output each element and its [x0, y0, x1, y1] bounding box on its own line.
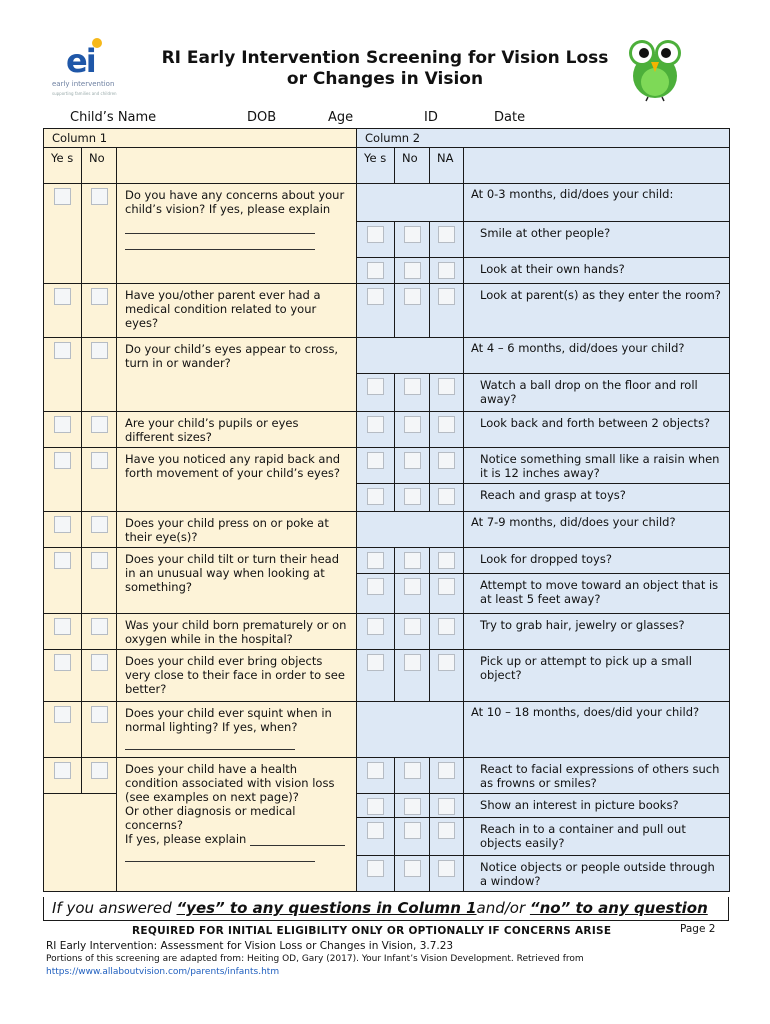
column-1-header: Column 1: [44, 129, 357, 148]
required-note: REQUIRED FOR INITIAL ELIGIBILITY ONLY OR OPTIONALLY IF CONCERNS ARISE: [132, 925, 612, 937]
q5-no-checkbox[interactable]: [91, 452, 108, 469]
c2-r10-yes-checkbox[interactable]: [367, 618, 384, 635]
q12-text: Or other diagnosis or medical concerns?: [125, 804, 296, 832]
q9-yes-checkbox[interactable]: [54, 654, 71, 671]
c2-r13-na-checkbox[interactable]: [438, 798, 455, 815]
c2-r2-no-checkbox[interactable]: [404, 262, 421, 279]
c2-r15-text: Notice objects or people outside through a window?: [464, 856, 730, 892]
page-number: Page 2: [680, 923, 716, 935]
q8-text: Was your child born prematurely or on oxygen while in the hospital?: [117, 614, 357, 650]
c2-r11-text: Pick up or attempt to pick up a small object?: [464, 650, 730, 702]
c2-r8-yes-checkbox[interactable]: [367, 552, 384, 569]
q6-yes-checkbox[interactable]: [54, 516, 71, 533]
q7-no-checkbox[interactable]: [91, 552, 108, 569]
q10-no-checkbox[interactable]: [91, 706, 108, 723]
col1-question-header: [117, 148, 357, 184]
age-label: Age: [328, 110, 354, 125]
c2-r15-no-checkbox[interactable]: [404, 860, 421, 877]
q2-text: Have you/other parent ever had a medical condition related to your eyes?: [117, 284, 357, 338]
col2-na-header: NA: [430, 148, 464, 184]
banner-mid: and/or: [476, 899, 530, 917]
q4-no-checkbox[interactable]: [91, 416, 108, 433]
q1-yes-checkbox[interactable]: [54, 188, 71, 205]
age-group-7-9-spacer: [357, 512, 464, 548]
c2-r1-yes-checkbox[interactable]: [367, 226, 384, 243]
c2-r6-no-checkbox[interactable]: [404, 452, 421, 469]
c2-r6-na-checkbox[interactable]: [438, 452, 455, 469]
c2-r8-text: Look for dropped toys?: [464, 548, 730, 574]
c2-r9-text: Attempt to move toward an object that is at least 5 feet away?: [464, 574, 730, 614]
c2-r1-text: Smile at other people?: [464, 222, 730, 258]
dob-label: DOB: [247, 110, 277, 125]
c2-r6-yes-checkbox[interactable]: [367, 452, 384, 469]
q3-no-checkbox[interactable]: [91, 342, 108, 359]
owl-icon: [622, 36, 688, 102]
c2-r5-no-checkbox[interactable]: [404, 416, 421, 433]
q3-yes-checkbox[interactable]: [54, 342, 71, 359]
c2-r10-text: Try to grab hair, jewelry or glasses?: [464, 614, 730, 650]
q5-yes-checkbox[interactable]: [54, 452, 71, 469]
q9-no-checkbox[interactable]: [91, 654, 108, 671]
c2-r7-yes-checkbox[interactable]: [367, 488, 384, 505]
q8-no-checkbox[interactable]: [91, 618, 108, 635]
c2-r12-text: React to facial expressions of others such as frowns or smiles?: [464, 758, 730, 794]
q6-text: Does your child press on or poke at their eye(s)?: [117, 512, 357, 548]
footnote-link[interactable]: https://www.allaboutvision.com/parents/infants.htm: [46, 967, 280, 977]
c2-r11-na-checkbox[interactable]: [438, 654, 455, 671]
q2-no-checkbox[interactable]: [91, 288, 108, 305]
c2-r11-yes-checkbox[interactable]: [367, 654, 384, 671]
c2-r10-na-checkbox[interactable]: [438, 618, 455, 635]
c2-r2-yes-checkbox[interactable]: [367, 262, 384, 279]
c2-r9-no-checkbox[interactable]: [404, 578, 421, 595]
c2-r15-yes-checkbox[interactable]: [367, 860, 384, 877]
c2-r4-na-checkbox[interactable]: [438, 378, 455, 395]
q1-explain-line-1[interactable]: [125, 222, 315, 234]
c2-r5-text: Look back and forth between 2 objects?: [464, 412, 730, 448]
id-label: ID: [424, 110, 438, 125]
c2-r7-text: Reach and grasp at toys?: [464, 484, 730, 512]
q10-text: Does your child ever squint when in normal lighting? If yes, when?: [125, 706, 332, 734]
q4-yes-checkbox[interactable]: [54, 416, 71, 433]
q5-text: Have you noticed any rapid back and forth movement of your child’s eyes?: [117, 448, 357, 512]
col2-question-header: [464, 148, 730, 184]
q7-text: Does your child tilt or turn their head in an unusual way when looking at something?: [117, 548, 357, 614]
c2-r13-text: Show an interest in picture books?: [464, 794, 730, 818]
c2-r13-no-checkbox[interactable]: [404, 798, 421, 815]
age-group-7-9: At 7-9 months, did/does your child?: [464, 512, 730, 548]
c2-r6-text: Notice something small like a raisin when it is 12 inches away?: [464, 448, 730, 484]
q1-cell: [117, 184, 357, 284]
ei-logo: [48, 38, 128, 102]
c2-r9-yes-checkbox[interactable]: [367, 578, 384, 595]
age-group-10-18-spacer: [357, 702, 464, 758]
title-line-2: or Changes in Vision: [286, 69, 484, 89]
c2-r5-na-checkbox[interactable]: [438, 416, 455, 433]
age-group-4-6-spacer: [357, 338, 464, 374]
q11-yes-checkbox[interactable]: [54, 762, 71, 779]
c2-r3-yes-checkbox[interactable]: [367, 288, 384, 305]
c2-r9-na-checkbox[interactable]: [438, 578, 455, 595]
q1-no-checkbox[interactable]: [91, 188, 108, 205]
q1-text: Do you have any concerns about your child’s vision? If yes, please explain: [125, 188, 345, 216]
c2-r7-no-checkbox[interactable]: [404, 488, 421, 505]
q2-yes-checkbox[interactable]: [54, 288, 71, 305]
q13-explain-inline-line[interactable]: [250, 834, 345, 846]
c2-r4-no-checkbox[interactable]: [404, 378, 421, 395]
child-info-row: [0, 110, 770, 128]
footnote-source: Portions of this screening are adapted from: Heiting OD, Gary (2017). Your Infant’s Vision Development. Retrieved from: [46, 954, 584, 964]
c2-r12-yes-checkbox[interactable]: [367, 762, 384, 779]
c2-r12-na-checkbox[interactable]: [438, 762, 455, 779]
col2-yes-header: Ye s: [357, 148, 395, 184]
c2-r8-na-checkbox[interactable]: [438, 552, 455, 569]
c2-r2-text: Look at their own hands?: [464, 258, 730, 284]
c2-r4-text: Watch a ball drop on the floor and roll away?: [464, 374, 730, 412]
c2-r14-na-checkbox[interactable]: [438, 822, 455, 839]
q13-text: If yes, please explain: [125, 832, 247, 846]
age-group-4-6: At 4 – 6 months, did/does your child?: [464, 338, 730, 374]
c2-r2-na-checkbox[interactable]: [438, 262, 455, 279]
banner-no: “no” to any question: [529, 899, 708, 917]
q7-yes-checkbox[interactable]: [54, 552, 71, 569]
c2-r1-na-checkbox[interactable]: [438, 226, 455, 243]
logo-subtitle: early intervention: [52, 80, 115, 88]
q11-text: Does your child have a health condition associated with vision loss (see examples on next page)?: [125, 762, 335, 804]
c2-r14-text: Reach in to a container and pull out objects easily?: [464, 818, 730, 856]
c2-r3-no-checkbox[interactable]: [404, 288, 421, 305]
q3-text: Do your child’s eyes appear to cross, turn in or wander?: [117, 338, 357, 412]
age-group-0-3-spacer: [357, 184, 464, 222]
banner-yes: “yes” to any questions in Column 1: [176, 899, 477, 917]
childs-name-label: Child’s Name: [70, 110, 157, 125]
c2-r15-na-checkbox[interactable]: [438, 860, 455, 877]
c2-r14-yes-checkbox[interactable]: [367, 822, 384, 839]
c2-r11-no-checkbox[interactable]: [404, 654, 421, 671]
q1-explain-line-2[interactable]: [125, 238, 315, 250]
q8-yes-checkbox[interactable]: [54, 618, 71, 635]
title-line-1: RI Early Intervention Screening for Vision Loss: [161, 48, 609, 68]
age-group-10-18: At 10 – 18 months, does/did your child?: [464, 702, 730, 758]
c2-r12-no-checkbox[interactable]: [404, 762, 421, 779]
q6-no-checkbox[interactable]: [91, 516, 108, 533]
col1-no-header: No: [82, 148, 117, 184]
q10-yes-checkbox[interactable]: [54, 706, 71, 723]
c2-r7-na-checkbox[interactable]: [438, 488, 455, 505]
banner-pre: If you answered: [52, 899, 177, 917]
c2-r14-no-checkbox[interactable]: [404, 822, 421, 839]
page-title: [130, 48, 640, 90]
screening-table: [43, 128, 730, 892]
c2-r4-yes-checkbox[interactable]: [367, 378, 384, 395]
logo-tagline: supporting families and children: [52, 91, 117, 96]
q11-cell: [117, 758, 357, 892]
instruction-banner: [43, 897, 729, 921]
q10-cell: [117, 702, 357, 758]
c2-r13-yes-checkbox[interactable]: [367, 798, 384, 815]
q9-text: Does your child ever bring objects very close to their face in order to see better?: [117, 650, 357, 702]
q4-text: Are your child’s pupils or eyes different sizes?: [117, 412, 357, 448]
date-label: Date: [494, 110, 526, 125]
c2-r10-no-checkbox[interactable]: [404, 618, 421, 635]
q13-explain-line[interactable]: [125, 850, 315, 862]
age-group-0-3: At 0-3 months, did/does your child:: [464, 184, 730, 222]
q11-no-checkbox[interactable]: [91, 762, 108, 779]
logo-mark: ei: [66, 42, 95, 80]
q12-empty-cell: [44, 794, 117, 892]
col1-yes-header: Ye s: [44, 148, 82, 184]
q10-when-line[interactable]: [125, 738, 295, 750]
c2-r8-no-checkbox[interactable]: [404, 552, 421, 569]
c2-r3-na-checkbox[interactable]: [438, 288, 455, 305]
c2-r3-text: Look at parent(s) as they enter the room?: [464, 284, 730, 338]
column-2-header: Column 2: [357, 129, 730, 148]
c2-r1-no-checkbox[interactable]: [404, 226, 421, 243]
c2-r5-yes-checkbox[interactable]: [367, 416, 384, 433]
footnote-title: RI Early Intervention: Assessment for Vision Loss or Changes in Vision, 3.7.23: [46, 940, 454, 952]
col2-no-header: No: [395, 148, 430, 184]
